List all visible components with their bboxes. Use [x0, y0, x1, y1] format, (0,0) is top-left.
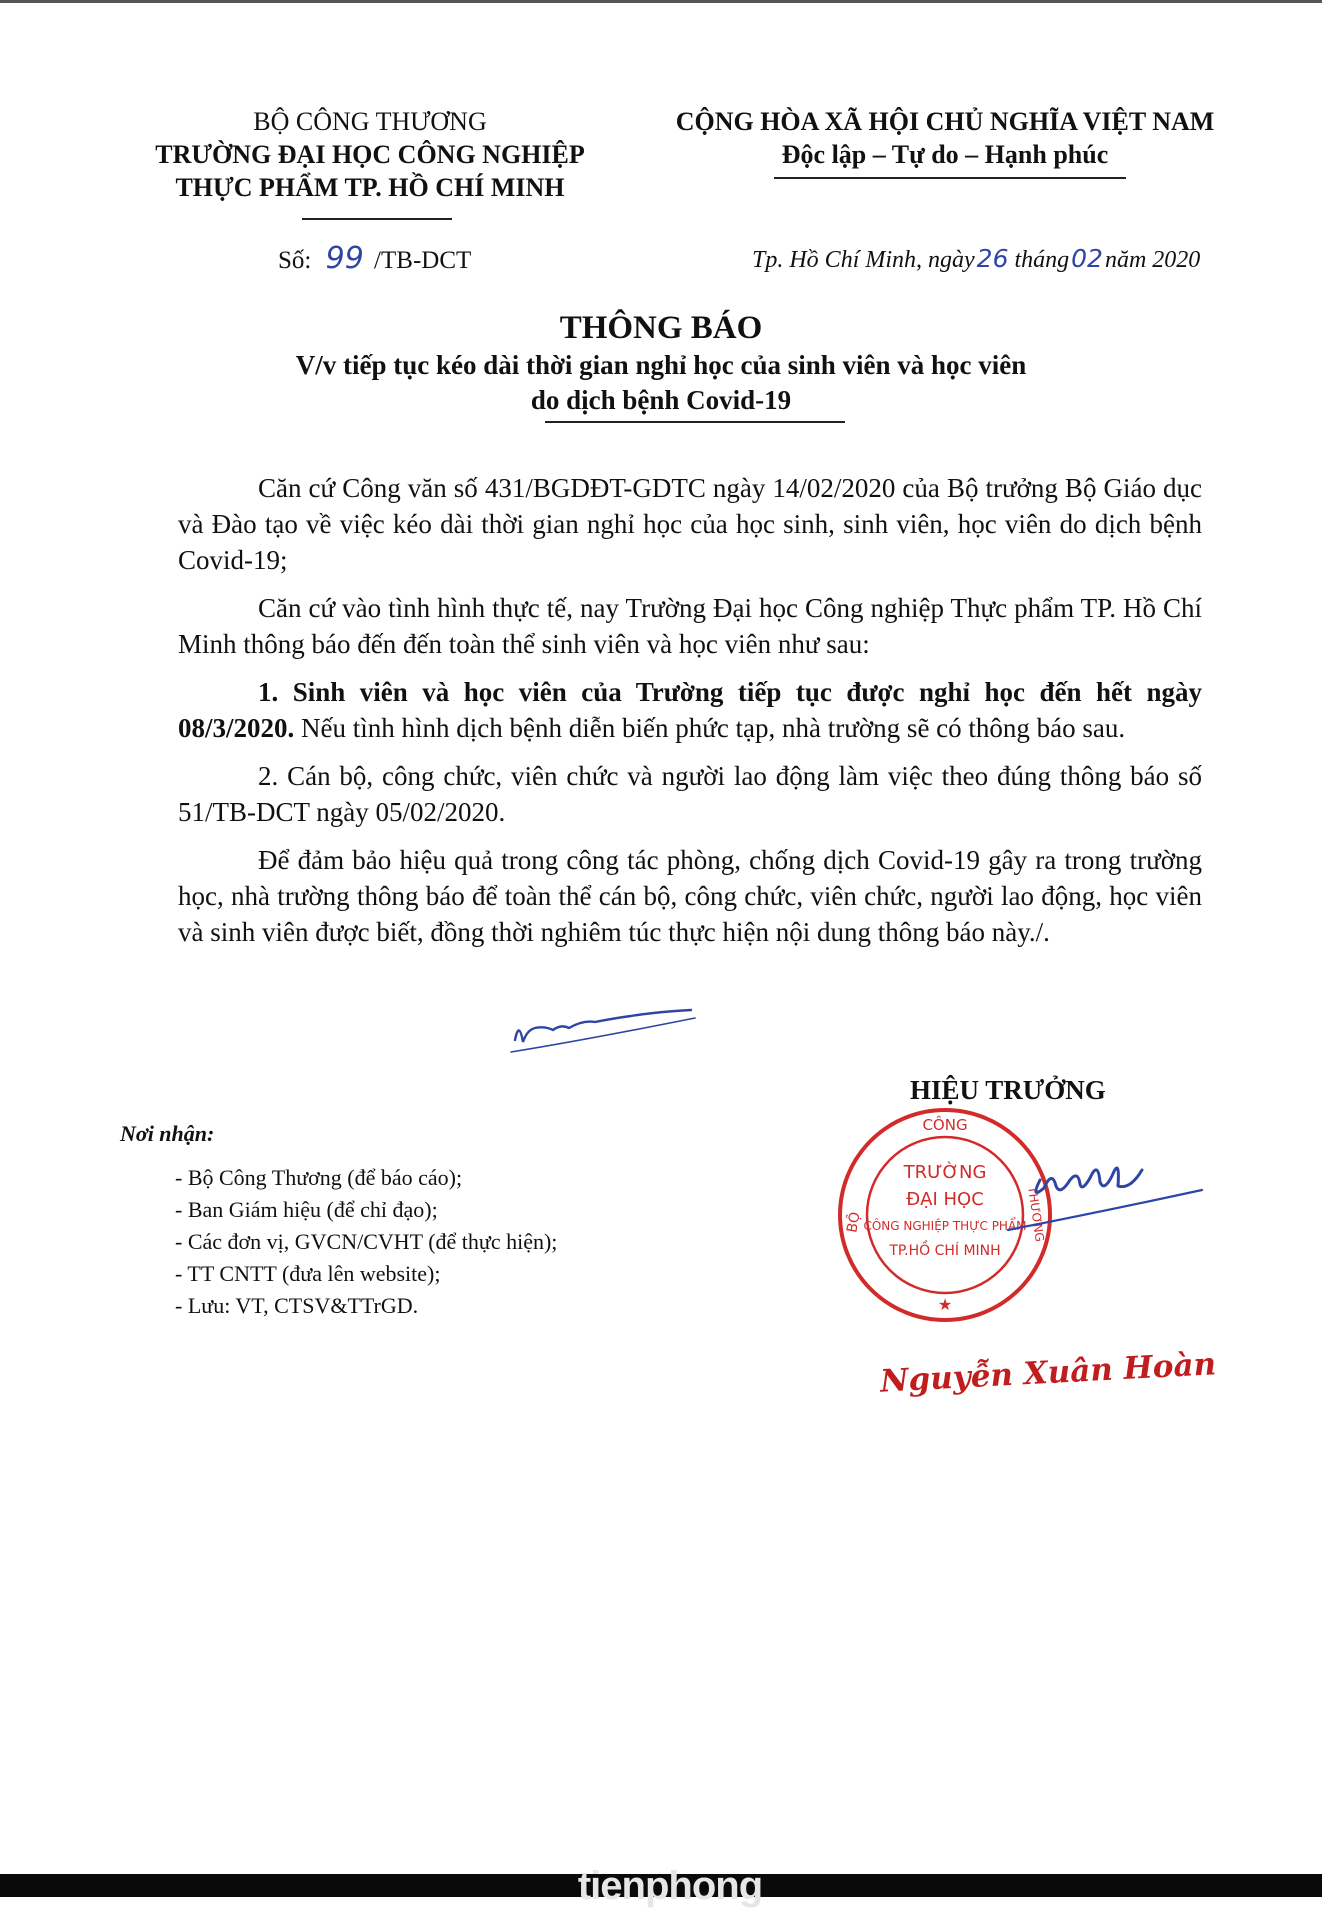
date-month-label: tháng — [1014, 247, 1070, 273]
date-prefix: Tp. Hồ Chí Minh, ngày — [752, 247, 975, 273]
date-year-label: năm 2020 — [1104, 247, 1201, 273]
signer-title: HIỆU TRƯỞNG — [910, 1075, 1106, 1105]
doc-number-handwritten: 99 — [325, 241, 364, 276]
recipient-item: - TT CNTT (đưa lên website); — [175, 1261, 441, 1286]
nation-motto: Độc lập – Tự do – Hạnh phúc — [781, 140, 1109, 169]
body-item-1-rest: Nếu tình hình dịch bệnh diễn biến phức tạp, nhà trường sẽ có thông báo sau. — [294, 713, 1126, 743]
stamp-left-arc: BỘ — [844, 1210, 864, 1234]
body-text — [178, 470, 1202, 950]
signer-name: Nguyễn Xuân Hoàn — [879, 1346, 1217, 1400]
ministry-name: BỘ CÔNG THƯƠNG — [253, 107, 487, 136]
doc-number — [278, 243, 471, 277]
header-right — [630, 105, 1260, 171]
stamp-line3: CÔNG NGHIỆP THỰC PHẨM — [863, 1219, 1027, 1233]
stamp-right-arc: THƯƠNG — [1025, 1185, 1047, 1243]
recipients-block — [120, 1118, 680, 1322]
doc-title: THÔNG BÁO — [559, 310, 763, 346]
subject-line1: V/v tiếp tục kéo dài thời gian nghỉ học của sinh viên và học viên — [295, 350, 1027, 380]
doc-number-suffix: /TB-DCT — [374, 247, 472, 274]
subject-line2: do dịch bệnh Covid-19 — [530, 385, 792, 415]
date-line — [752, 243, 1200, 276]
nation-name: CỘNG HÒA XÃ HỘI CHỦ NGHĨA VIỆT NAM — [675, 107, 1215, 136]
school-name-line2: THỰC PHẨM TP. HỒ CHÍ MINH — [175, 173, 565, 202]
stamp-line2: ĐẠI HỌC — [906, 1189, 984, 1210]
date-month: 02 — [1071, 244, 1103, 273]
body-paragraph-2: Căn cứ vào tình hình thực tế, nay Trường Đại học Công nghiệp Thực phẩm TP. Hồ Chí Minh thông báo đến đến toàn thể sinh viên và học viên như sau: — [178, 593, 1202, 659]
recipient-item: - Lưu: VT, CTSV&TTrGD. — [175, 1293, 419, 1318]
body-paragraph-3: Để đảm bảo hiệu quả trong công tác phòng, chống dịch Covid-19 gây ra trong trường học, nhà trường thông báo để toàn thể cán bộ, công chức, viên chức, người lao động, học viên và sinh viên được biết, đồng thời nghiêm túc thực hiện nội dung thông báo này./. — [178, 845, 1202, 947]
doc-subject — [0, 348, 1322, 418]
recipient-item: - Bộ Công Thương (để báo cáo); — [175, 1165, 463, 1190]
stamp-line4: TP.HỒ CHÍ MINH — [889, 1243, 1001, 1259]
header-left-rule — [302, 218, 452, 220]
body-item-1-bold: 1. Sinh viên và học viên của Trường tiếp tục được nghỉ học đến hết ngày 08/3/2020. — [178, 677, 1202, 743]
initial-squiggle — [505, 1000, 705, 1060]
doc-number-prefix: Số: — [278, 247, 312, 274]
stamp-top-arc: CÔNG — [922, 1116, 968, 1134]
header-left — [110, 105, 630, 204]
school-name-line1: TRƯỜNG ĐẠI HỌC CÔNG NGHIỆP — [155, 140, 585, 169]
stamp-line1: TRƯỜNG — [903, 1162, 987, 1183]
recipient-item: - Ban Giám hiệu (để chỉ đạo); — [175, 1197, 438, 1222]
recipients-list — [120, 1162, 680, 1322]
subject-rule — [545, 421, 845, 423]
body-paragraph-1: Căn cứ Công văn số 431/BGDĐT-GDTC ngày 14/02/2020 của Bộ trưởng Bộ Giáo dục và Đào tạo về việc kéo dài thời gian nghỉ học của học sinh, sinh viên, học viên do dịch bệnh Covid-19; — [178, 473, 1202, 575]
body-item-1 — [178, 674, 1202, 746]
date-day: 26 — [976, 244, 1009, 273]
stamp-star: ★ — [937, 1295, 953, 1314]
handwritten-signature — [1000, 1130, 1220, 1243]
header-right-rule — [774, 177, 1126, 179]
body-item-2: 2. Cán bộ, công chức, viên chức và người lao động làm việc theo đúng thông báo số 51/TB-DCT ngày 05/02/2020. — [178, 761, 1202, 827]
top-border — [0, 0, 1322, 3]
watermark-logo: tienphong — [577, 1864, 763, 1908]
recipient-item: - Các đơn vị, GVCN/CVHT (để thực hiện); — [175, 1229, 558, 1254]
recipients-label: Nơi nhận: — [120, 1121, 215, 1146]
